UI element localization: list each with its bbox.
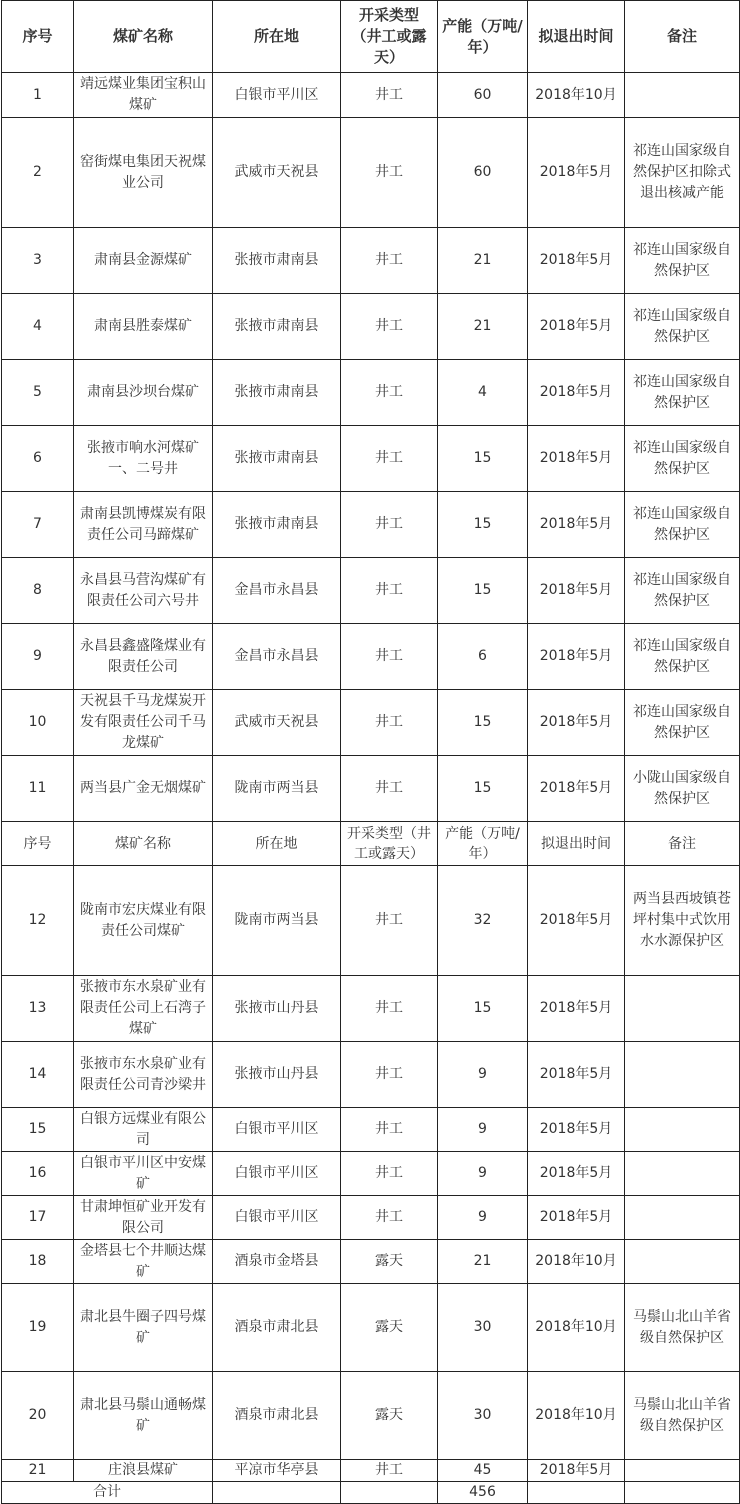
cell-location: 酒泉市肃北县	[213, 1372, 341, 1460]
table-row	[2, 294, 740, 360]
header-cell: 所在地	[213, 1, 341, 73]
header-cell: 备注	[625, 822, 740, 866]
cell-name: 张掖市东水泉矿业有限责任公司青沙梁井	[74, 1042, 213, 1108]
cell-no: 13	[2, 976, 74, 1042]
header-cell: 煤矿名称	[74, 1, 213, 73]
cell-location: 张掖市肃南县	[213, 492, 341, 558]
table-row	[2, 1372, 740, 1460]
cell-type: 井工	[341, 492, 438, 558]
cell-type: 井工	[341, 118, 438, 228]
cell-exit: 2018年5月	[528, 1460, 625, 1482]
cell-no: 11	[2, 756, 74, 822]
cell-no: 7	[2, 492, 74, 558]
cell-exit: 2018年5月	[528, 294, 625, 360]
cell-no: 20	[2, 1372, 74, 1460]
cell-exit: 2018年5月	[528, 492, 625, 558]
cell-type: 露天	[341, 1284, 438, 1372]
cell-capacity: 21	[438, 1240, 528, 1284]
cell-no: 19	[2, 1284, 74, 1372]
cell-location: 张掖市肃南县	[213, 426, 341, 492]
cell-note	[625, 1240, 740, 1284]
cell-location: 张掖市肃南县	[213, 360, 341, 426]
cell-location: 金昌市永昌县	[213, 624, 341, 690]
cell-location: 张掖市肃南县	[213, 294, 341, 360]
cell-name: 肃南县胜泰煤矿	[74, 294, 213, 360]
header-cell: 备注	[625, 1, 740, 73]
table-row	[2, 360, 740, 426]
cell-no: 5	[2, 360, 74, 426]
cell-location: 陇南市两当县	[213, 866, 341, 976]
cell-capacity: 30	[438, 1372, 528, 1460]
cell-exit: 2018年5月	[528, 756, 625, 822]
cell-note: 祁连山国家级自然保护区	[625, 360, 740, 426]
cell-no: 14	[2, 1042, 74, 1108]
cell-location: 酒泉市肃北县	[213, 1284, 341, 1372]
cell-exit: 2018年5月	[528, 558, 625, 624]
header-cell: 序号	[2, 822, 74, 866]
empty-cell	[341, 1482, 438, 1504]
header-cell: 煤矿名称	[74, 822, 213, 866]
cell-name: 陇南市宏庆煤业有限责任公司煤矿	[74, 866, 213, 976]
cell-type: 井工	[341, 976, 438, 1042]
cell-location: 陇南市两当县	[213, 756, 341, 822]
cell-exit: 2018年5月	[528, 118, 625, 228]
cell-name: 两当县广金无烟煤矿	[74, 756, 213, 822]
empty-cell	[528, 1482, 625, 1504]
cell-no: 8	[2, 558, 74, 624]
cell-note: 马鬃山北山羊省级自然保护区	[625, 1284, 740, 1372]
total-row	[2, 1482, 740, 1504]
cell-type: 井工	[341, 73, 438, 118]
cell-type: 井工	[341, 294, 438, 360]
cell-note: 马鬃山北山羊省级自然保护区	[625, 1372, 740, 1460]
cell-location: 白银市平川区	[213, 1152, 341, 1196]
cell-capacity: 15	[438, 558, 528, 624]
table-row	[2, 690, 740, 756]
cell-type: 井工	[341, 360, 438, 426]
cell-name: 肃南县凯博煤炭有限责任公司马蹄煤矿	[74, 492, 213, 558]
cell-name: 永昌县马营沟煤矿有限责任公司六号井	[74, 558, 213, 624]
cell-capacity: 15	[438, 492, 528, 558]
cell-note: 祁连山国家级自然保护区	[625, 492, 740, 558]
cell-no: 2	[2, 118, 74, 228]
cell-location: 白银市平川区	[213, 1196, 341, 1240]
cell-capacity: 15	[438, 690, 528, 756]
header-cell: 所在地	[213, 822, 341, 866]
header-cell: 序号	[2, 1, 74, 73]
cell-no: 16	[2, 1152, 74, 1196]
cell-location: 白银市平川区	[213, 1108, 341, 1152]
cell-name: 靖远煤业集团宝积山煤矿	[74, 73, 213, 118]
cell-name: 肃南县金源煤矿	[74, 228, 213, 294]
cell-note	[625, 1152, 740, 1196]
cell-capacity: 21	[438, 228, 528, 294]
cell-name: 肃北县牛圈子四号煤矿	[74, 1284, 213, 1372]
cell-name: 永昌县鑫盛隆煤业有限责任公司	[74, 624, 213, 690]
cell-note	[625, 1196, 740, 1240]
cell-exit: 2018年5月	[528, 866, 625, 976]
cell-note	[625, 976, 740, 1042]
cell-exit: 2018年5月	[528, 360, 625, 426]
table-row	[2, 228, 740, 294]
cell-capacity: 9	[438, 1152, 528, 1196]
cell-location: 张掖市山丹县	[213, 976, 341, 1042]
header-cell: 开采类型（井工或露天）	[341, 1, 438, 73]
table-row	[2, 1196, 740, 1240]
cell-location: 金昌市永昌县	[213, 558, 341, 624]
cell-exit: 2018年5月	[528, 1108, 625, 1152]
cell-no: 12	[2, 866, 74, 976]
cell-type: 井工	[341, 558, 438, 624]
cell-no: 3	[2, 228, 74, 294]
cell-location: 酒泉市金塔县	[213, 1240, 341, 1284]
header-cell: 产能（万吨/年）	[438, 822, 528, 866]
cell-type: 井工	[341, 866, 438, 976]
table-row	[2, 1152, 740, 1196]
cell-capacity: 9	[438, 1196, 528, 1240]
cell-capacity: 60	[438, 73, 528, 118]
cell-type: 井工	[341, 426, 438, 492]
cell-type: 井工	[341, 690, 438, 756]
cell-no: 10	[2, 690, 74, 756]
table-row	[2, 624, 740, 690]
cell-capacity: 4	[438, 360, 528, 426]
cell-location: 武威市天祝县	[213, 118, 341, 228]
cell-type: 井工	[341, 228, 438, 294]
cell-capacity: 15	[438, 426, 528, 492]
header-cell: 产能（万吨/年）	[438, 1, 528, 73]
cell-name: 张掖市东水泉矿业有限责任公司上石湾子煤矿	[74, 976, 213, 1042]
cell-type: 井工	[341, 624, 438, 690]
cell-no: 6	[2, 426, 74, 492]
empty-cell	[213, 1482, 341, 1504]
header-cell: 拟退出时间	[528, 822, 625, 866]
cell-name: 张掖市响水河煤矿一、二号井	[74, 426, 213, 492]
cell-note	[625, 1108, 740, 1152]
cell-exit: 2018年5月	[528, 1152, 625, 1196]
cell-capacity: 21	[438, 294, 528, 360]
cell-exit: 2018年5月	[528, 1042, 625, 1108]
cell-name: 白银方远煤业有限公司	[74, 1108, 213, 1152]
cell-note: 祁连山国家级自然保护区	[625, 624, 740, 690]
table-row	[2, 1240, 740, 1284]
cell-exit: 2018年5月	[528, 624, 625, 690]
table-row	[2, 1284, 740, 1372]
total-label: 合计	[2, 1482, 213, 1504]
cell-type: 井工	[341, 1460, 438, 1482]
cell-no: 18	[2, 1240, 74, 1284]
cell-no: 17	[2, 1196, 74, 1240]
cell-type: 井工	[341, 1196, 438, 1240]
table-row	[2, 426, 740, 492]
cell-capacity: 6	[438, 624, 528, 690]
table-row	[2, 492, 740, 558]
table-row	[2, 1042, 740, 1108]
cell-name: 甘肃坤恒矿业开发有限公司	[74, 1196, 213, 1240]
table-row	[2, 118, 740, 228]
cell-capacity: 15	[438, 976, 528, 1042]
cell-location: 平凉市华亭县	[213, 1460, 341, 1482]
table-row	[2, 1460, 740, 1482]
total-capacity: 456	[438, 1482, 528, 1504]
cell-name: 金塔县七个井顺达煤矿	[74, 1240, 213, 1284]
cell-name: 白银市平川区中安煤矿	[74, 1152, 213, 1196]
cell-note	[625, 1042, 740, 1108]
cell-name: 窑街煤电集团天祝煤业公司	[74, 118, 213, 228]
cell-type: 露天	[341, 1240, 438, 1284]
cell-note: 祁连山国家级自然保护区	[625, 690, 740, 756]
table-row	[2, 756, 740, 822]
cell-no: 15	[2, 1108, 74, 1152]
cell-note: 祁连山国家级自然保护区	[625, 228, 740, 294]
table-header	[2, 1, 740, 73]
cell-capacity: 60	[438, 118, 528, 228]
cell-exit: 2018年5月	[528, 1196, 625, 1240]
cell-note: 两当县西坡镇苍坪村集中式饮用水水源保护区	[625, 866, 740, 976]
cell-capacity: 15	[438, 756, 528, 822]
header-cell: 开采类型（井工或露天）	[341, 822, 438, 866]
cell-no: 1	[2, 73, 74, 118]
cell-location: 张掖市山丹县	[213, 1042, 341, 1108]
cell-capacity: 32	[438, 866, 528, 976]
cell-exit: 2018年10月	[528, 1240, 625, 1284]
header-cell: 拟退出时间	[528, 1, 625, 73]
cell-type: 露天	[341, 1372, 438, 1460]
table-row	[2, 73, 740, 118]
cell-capacity: 9	[438, 1042, 528, 1108]
cell-name: 肃北县马鬃山通畅煤矿	[74, 1372, 213, 1460]
cell-note: 祁连山国家级自然保护区	[625, 426, 740, 492]
cell-exit: 2018年5月	[528, 690, 625, 756]
table-body	[2, 1, 740, 1504]
cell-no: 9	[2, 624, 74, 690]
table-row	[2, 976, 740, 1042]
cell-type: 井工	[341, 756, 438, 822]
cell-location: 张掖市肃南县	[213, 228, 341, 294]
table-row	[2, 866, 740, 976]
cell-note: 祁连山国家级自然保护区	[625, 294, 740, 360]
cell-exit: 2018年10月	[528, 73, 625, 118]
cell-location: 武威市天祝县	[213, 690, 341, 756]
coal-mine-exit-table	[1, 0, 740, 1504]
cell-type: 井工	[341, 1108, 438, 1152]
cell-note: 祁连山国家级自然保护区扣除式退出核减产能	[625, 118, 740, 228]
cell-exit: 2018年5月	[528, 976, 625, 1042]
cell-type: 井工	[341, 1152, 438, 1196]
cell-name: 肃南县沙坝台煤矿	[74, 360, 213, 426]
cell-exit: 2018年10月	[528, 1284, 625, 1372]
cell-location: 白银市平川区	[213, 73, 341, 118]
cell-name: 天祝县千马龙煤炭开发有限责任公司千马龙煤矿	[74, 690, 213, 756]
cell-exit: 2018年10月	[528, 1372, 625, 1460]
table-row	[2, 558, 740, 624]
cell-no: 4	[2, 294, 74, 360]
cell-capacity: 9	[438, 1108, 528, 1152]
cell-exit: 2018年5月	[528, 228, 625, 294]
cell-note: 小陇山国家级自然保护区	[625, 756, 740, 822]
empty-cell	[625, 1482, 740, 1504]
repeated-table-header	[2, 822, 740, 866]
cell-capacity: 45	[438, 1460, 528, 1482]
cell-exit: 2018年5月	[528, 426, 625, 492]
cell-capacity: 30	[438, 1284, 528, 1372]
cell-note	[625, 73, 740, 118]
cell-note: 祁连山国家级自然保护区	[625, 558, 740, 624]
cell-name: 庄浪县煤矿	[74, 1460, 213, 1482]
cell-no: 21	[2, 1460, 74, 1482]
table-row	[2, 1108, 740, 1152]
cell-type: 井工	[341, 1042, 438, 1108]
cell-note	[625, 1460, 740, 1482]
